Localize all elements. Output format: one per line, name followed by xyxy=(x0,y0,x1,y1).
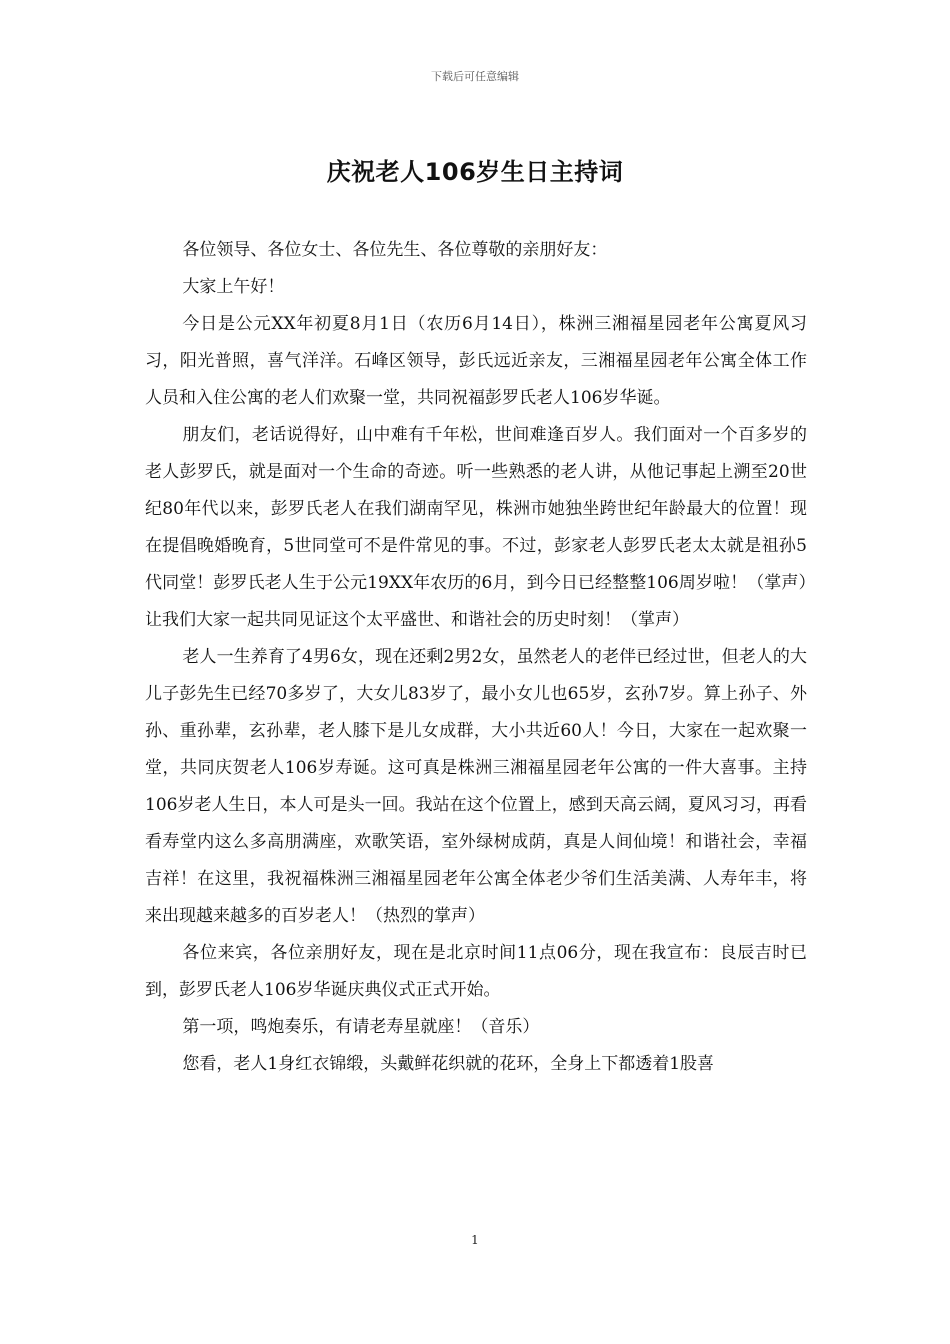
paragraph-announcement: 各位来宾，各位亲朋好友，现在是北京时间11点06分，现在我宣布：良辰吉时已到，彭罗氏老人106岁华诞庆典仪式正式开始。 xyxy=(145,943,807,1000)
paragraph-greeting: 各位领导、各位女士、各位先生、各位尊敬的亲朋好友： xyxy=(182,240,608,260)
paragraph-friends: 朋友们，老话说得好，山中难有千年松，世间难逢百岁人。我们面对一个百多岁的老人彭罗氏，就是面对一个生命的奇迹。听一些熟悉的老人讲，从他记事起上溯至20世纪80年代以来，彭罗氏老人在我们湖南罕见，株洲市她独坐跨世纪年龄最大的位置！现在提倡晚婚晚育，5世同堂可不是件常见的事。不过，彭家老人彭罗氏老太太就是祖孙5代同堂！彭罗氏老人生于公元19XX年农历的6月，到今日已经整整106周岁啦！（掌声）让我们大家一起共同见证这个太平盛世、和谐社会的历史时刻！（掌声） xyxy=(145,425,807,630)
page-number: 1 xyxy=(471,1233,479,1247)
header-note: 下载后可任意编辑 xyxy=(431,70,519,83)
paragraph-date-intro: 今日是公元XX年初夏8月1日（农历6月14日），株洲三湘福星园老年公寓夏风习习，阳光普照，喜气洋洋。石峰区领导，彭氏远近亲友，三湘福星园老年公寓全体工作人员和入住公寓的老人们欢聚一堂，共同祝福彭罗氏老人106岁华诞。 xyxy=(145,314,807,408)
paragraph-family: 老人一生养育了4男6女，现在还剩2男2女，虽然老人的老伴已经过世，但老人的大儿子彭先生已经70多岁了，大女儿83岁了，最小女儿也65岁，玄孙7岁。算上孙子、外孙、重孙辈，玄孙辈，老人膝下是儿女成群，大小共近60人！今日，大家在一起欢聚一堂，共同庆贺老人106岁寿诞。这可真是株洲三湘福星园老年公寓的一件大喜事。主持106岁老人生日，本人可是头一回。我站在这个位置上，感到天高云阔，夏风习习，再看看寿堂内这么多高朋满座，欢歌笑语，室外绿树成荫，真是人间仙境！和谐社会，幸福吉祥！在这里，我祝福株洲三湘福星园老年公寓全体老少爷们生活美满、人寿年丰，将来出现越来越多的百岁老人！（热烈的掌声） xyxy=(145,647,807,926)
document-body xyxy=(145,232,807,1083)
paragraph-look: 您看，老人1身红衣锦缎，头戴鲜花织就的花环，全身上下都透着1股喜 xyxy=(182,1054,715,1074)
document-title: 庆祝老人106岁生日主持词 xyxy=(326,158,624,186)
paragraph-first-item: 第一项，鸣炮奏乐，有请老寿星就座！（音乐） xyxy=(182,1017,540,1037)
paragraph-hello: 大家上午好！ xyxy=(182,277,285,297)
